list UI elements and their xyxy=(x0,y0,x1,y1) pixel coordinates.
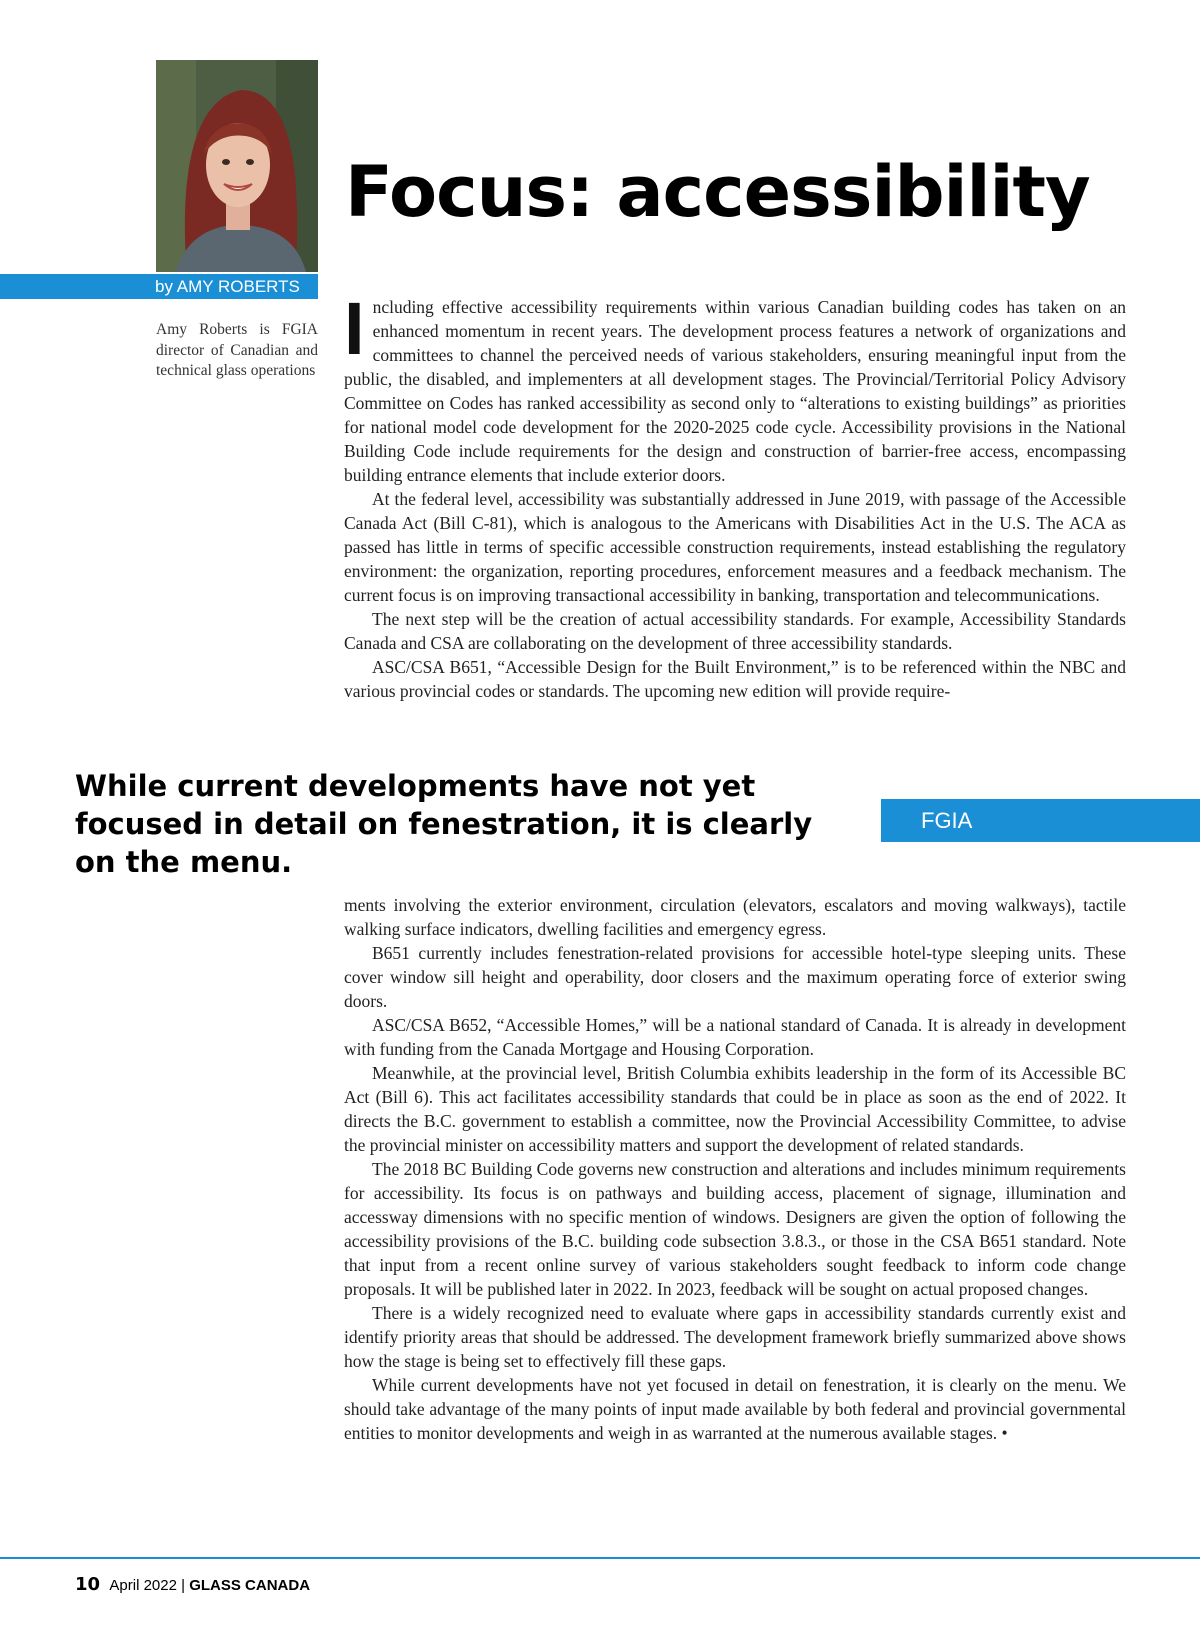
article-body-part2 xyxy=(344,893,1126,1445)
drop-cap: I xyxy=(344,287,365,370)
article-paragraph: There is a widely recognized need to evaluate where gaps in accessibility standards currently exist and identify priority areas that should be addressed. The development framework briefly summarized above shows how the stage is being set to effectively fill these gaps. xyxy=(344,1303,1126,1371)
paragraph-text: ncluding effective accessibility requirements within various Canadian building codes has taken on an enhanced momentum in recent years. The development process features a network of organizations and committees to channel the perceived needs of various stakeholders, ensuring meaningful input from the public, the disabled, and implementers at all development stages. The Provincial/Territorial Policy Advisory Committee on Codes has ranked accessibility as second only to “alterations to existing buildings” as priorities for national model code development for the 2020-2025 code cycle. Accessibility provisions in the National Building Code include requirements for the design and construction of barrier-free access, encompassing building entrance elements that include exterior doors. xyxy=(344,297,1126,485)
article-title: Focus: accessibility xyxy=(345,151,1090,233)
article-paragraph: ASC/CSA B652, “Accessible Homes,” will be a national standard of Canada. It is already in development with funding from the Canada Mortgage and Housing Corporation. xyxy=(344,1015,1126,1059)
author-portrait-image xyxy=(156,60,318,272)
article-paragraph xyxy=(344,287,1126,487)
article-body-part1 xyxy=(344,287,1126,703)
article-paragraph: The 2018 BC Building Code governs new construction and alterations and includes minimum requirements for accessibility. Its focus is on pathways and building access, placement of signage, illumination and accessway dimensions with no specific mention of windows. Designers are given the option of following the accessibility provisions of the B.C. building code subsection 3.8.3., or those in the CSA B651 standard. Note that input from a recent online survey of various stakeholders sought feedback to inform code change proposals. It will be published later in 2022. In 2023, feedback will be sought on actual proposed changes. xyxy=(344,1159,1126,1299)
page-number: 10 xyxy=(75,1574,101,1595)
article-paragraph: B651 currently includes fenestration-related provisions for accessible hotel-type sleeping units. These cover window sill height and operability, door closers and the maximum operating force of exterior swing doors. xyxy=(344,943,1126,1011)
article-paragraph: The next step will be the creation of actual accessibility standards. For example, Accessibility Standards Canada and CSA are collaborating on the development of three accessibility standards. xyxy=(344,609,1126,653)
magazine-name: GLASS CANADA xyxy=(189,1577,311,1594)
article-paragraph: ASC/CSA B651, “Accessible Design for the Built Environment,” is to be referenced within the NBC and various provincial codes or standards. The upcoming new edition will provide require- xyxy=(344,657,1126,701)
section-tag: FGIA xyxy=(881,799,1200,842)
page-footer xyxy=(75,1574,310,1595)
issue-date: April 2022 | xyxy=(109,1577,186,1594)
author-byline: by AMY ROBERTS xyxy=(0,274,318,299)
author-photo xyxy=(156,60,318,272)
author-bio: Amy Roberts is FGIA director of Canadian and technical glass operations xyxy=(156,321,318,379)
article-paragraph: At the federal level, accessibility was substantially addressed in June 2019, with passage of the Accessible Canada Act (Bill C-81), which is analogous to the Americans with Disabilities Act in the U.S. The ACA as passed has little in terms of specific accessible construction requirements, instead establishing the regulatory environment: the organization, reporting procedures, enforcement measures and a feedback mechanism. The current focus is on improving transactional accessibility in banking, transportation and telecommunications. xyxy=(344,489,1126,605)
article-paragraph: ments involving the exterior environment, circulation (elevators, escalators and moving walkways), tactile walking surface indicators, dwelling facilities and emergency egress. xyxy=(344,895,1126,939)
article-paragraph: Meanwhile, at the provincial level, British Columbia exhibits leadership in the form of its Accessible BC Act (Bill 6). This act facilitates accessibility standards that could be in place as soon as the end of 2022. It directs the B.C. government to establish a committee, now the Provincial Accessibility Committee, to advise the provincial minister on accessibility matters and support the development of related standards. xyxy=(344,1063,1126,1155)
footer-divider xyxy=(0,1557,1200,1559)
pull-quote: While current developments have not yet focused in detail on fenestration, it is clearly on the menu. xyxy=(75,769,813,879)
article-paragraph: While current developments have not yet focused in detail on fenestration, it is clearly on the menu. We should take advantage of the many points of input made available by both federal and provincial governmental entities to monitor developments and weigh in as warranted at the numerous available stages. • xyxy=(344,1375,1126,1443)
